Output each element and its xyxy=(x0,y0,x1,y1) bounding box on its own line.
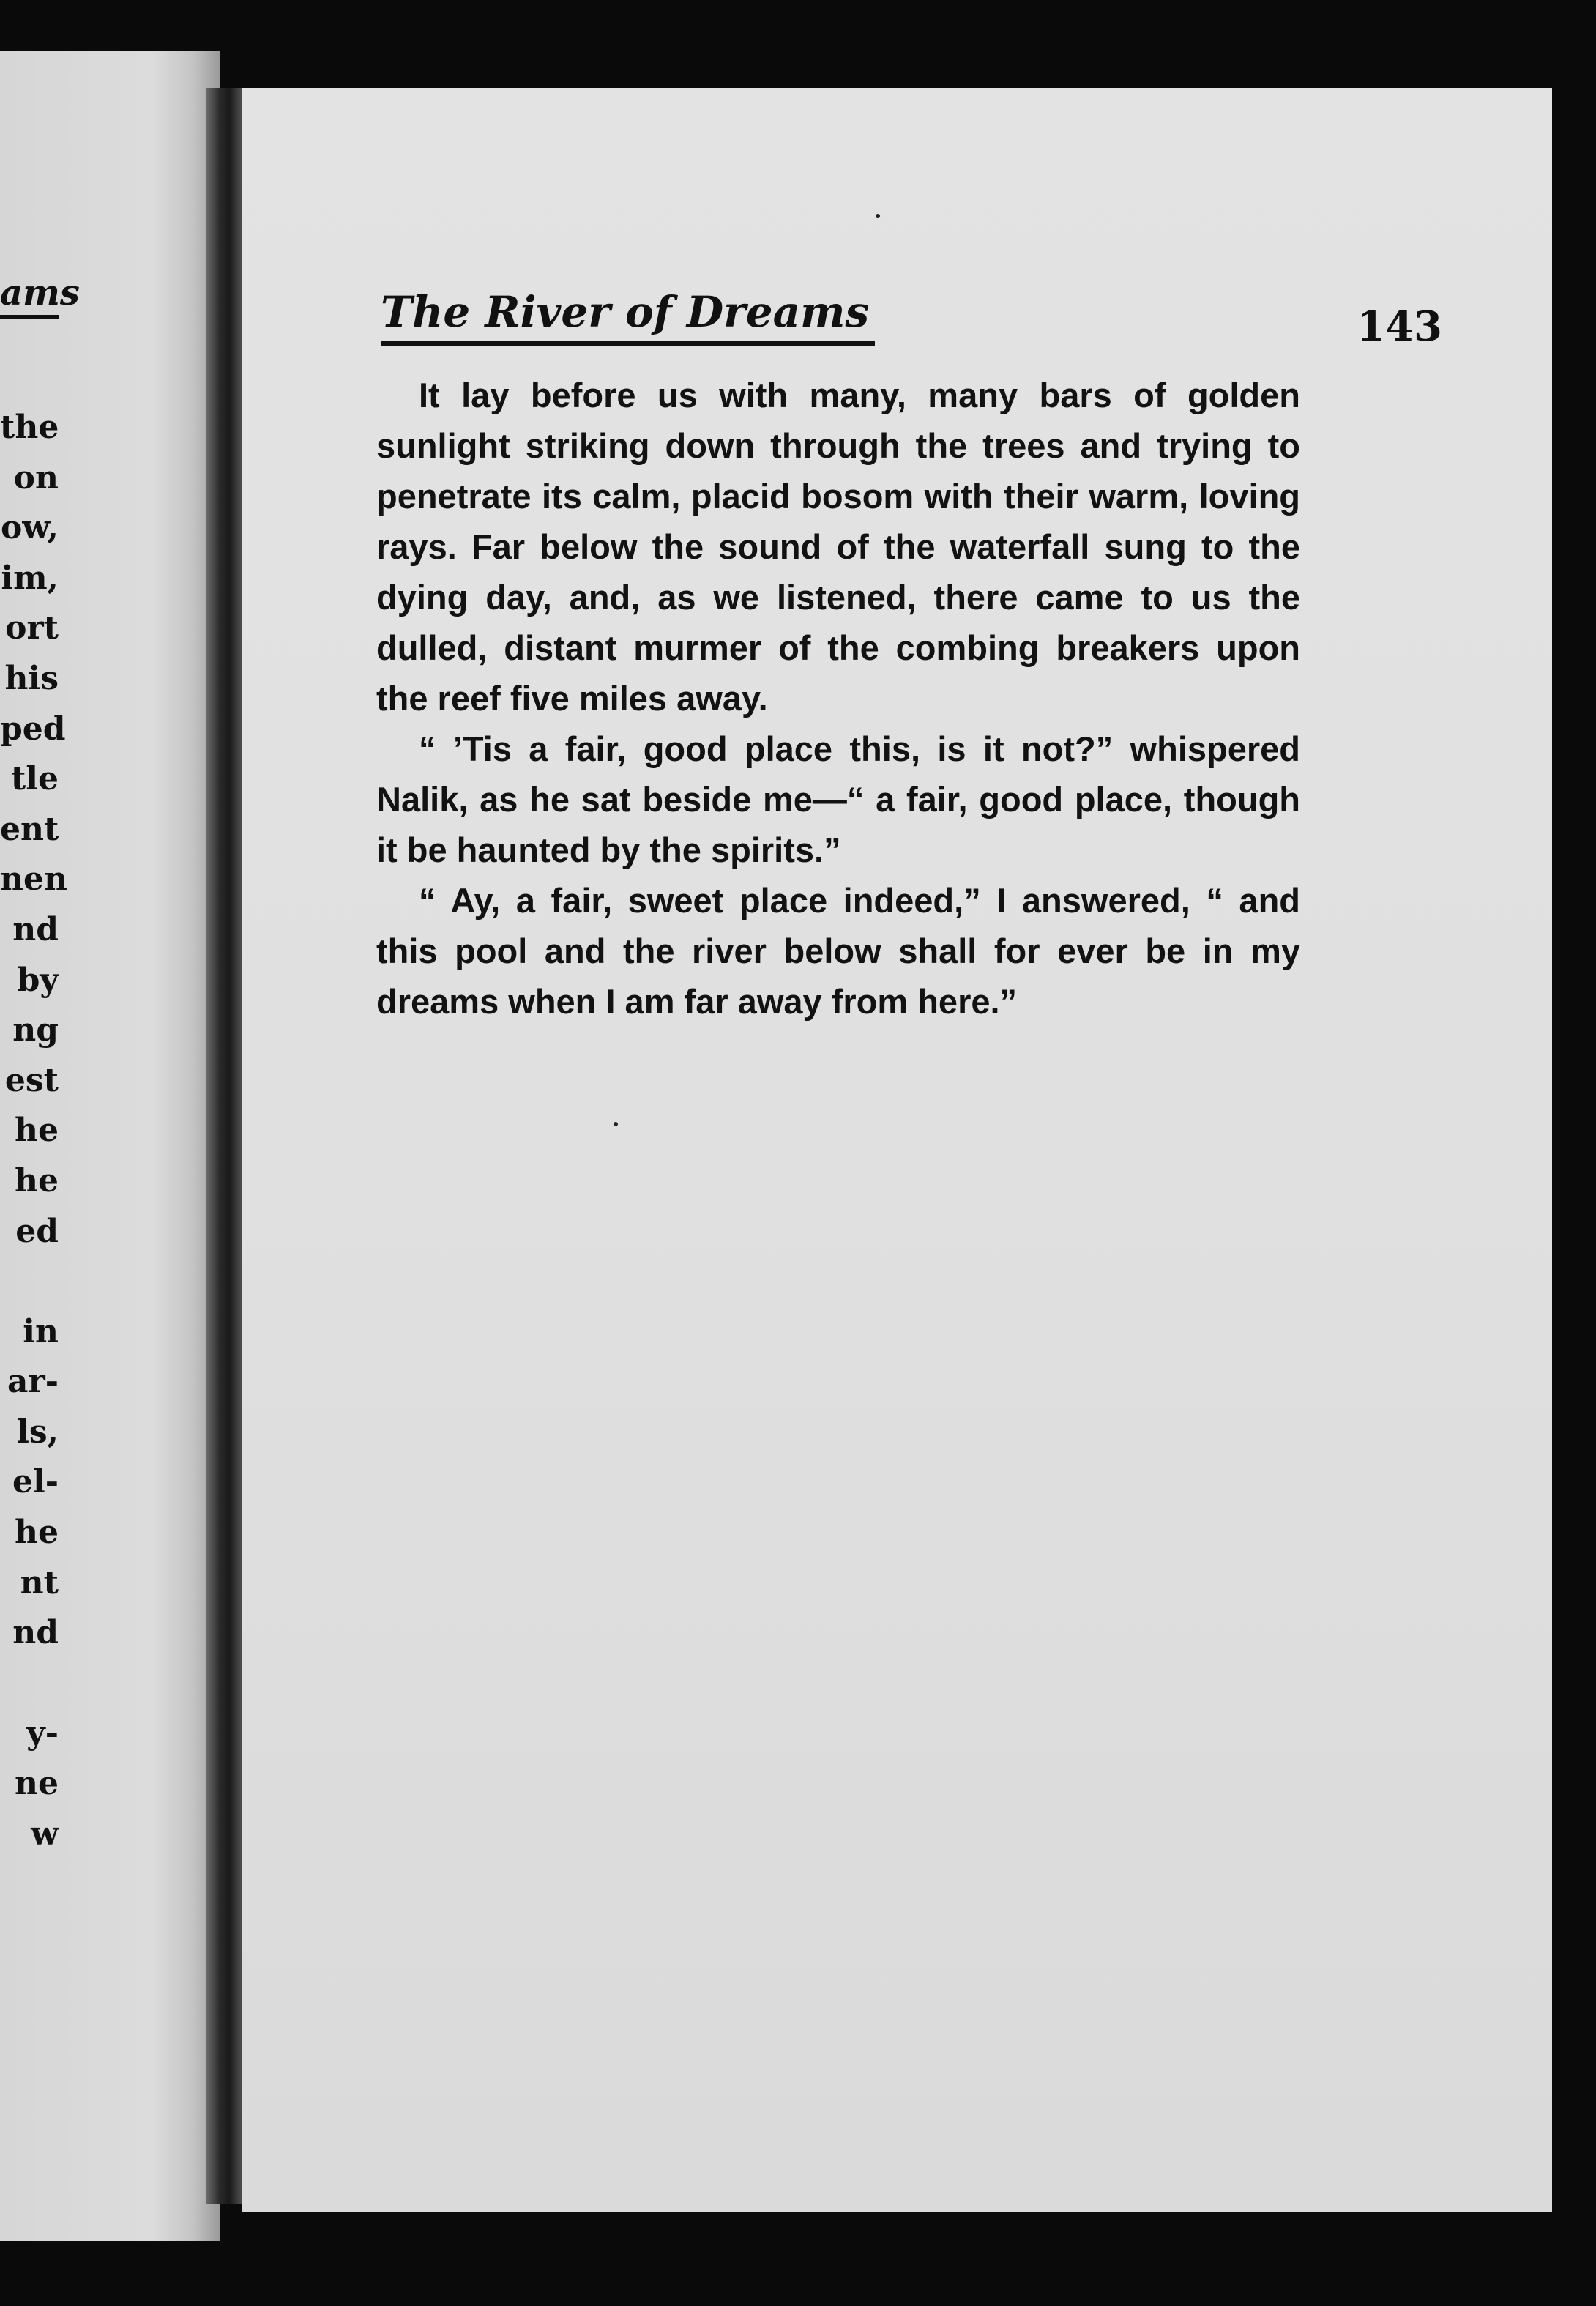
paragraph: “ Ay, a fair, sweet place indeed,” I answered, “ and this pool and the river below shall for ever be in my dreams when I am far away from here.” xyxy=(376,881,1300,1021)
previous-page-fragment: he xyxy=(15,1514,59,1552)
paper-speck xyxy=(614,1122,618,1126)
page-number: 143 xyxy=(1357,302,1442,351)
previous-page-fragment: ent xyxy=(0,810,59,848)
previous-page-fragment: he xyxy=(15,1161,59,1200)
previous-page-fragment: in xyxy=(23,1312,59,1350)
previous-page-fragment: the xyxy=(0,409,59,446)
book-gutter xyxy=(206,88,245,2204)
previous-page-fragment: ow, xyxy=(1,509,59,547)
previous-page-fragment: ort xyxy=(5,609,59,647)
previous-page-fragment: ls, xyxy=(17,1413,59,1451)
previous-page-fragment: est xyxy=(4,1061,59,1099)
previous-page-fragment: he xyxy=(15,1112,59,1150)
paragraph: “ ’Tis a fair, good place this, is it not?” whispered Nalik, as he sat beside me—“ a fair, good place, though it be haunted by the spirits.” xyxy=(376,729,1300,869)
previous-page-fragment: ng xyxy=(12,1011,59,1049)
previous-page-fragment: ne xyxy=(15,1765,59,1803)
previous-page-running-head: ams xyxy=(0,271,59,319)
previous-page-fragment: on xyxy=(13,458,59,496)
page-header xyxy=(381,283,1442,363)
previous-page-fragment: y- xyxy=(26,1714,59,1752)
page-body xyxy=(376,370,1300,1027)
running-title: The River of Dreams xyxy=(381,283,875,346)
previous-page-fragment: his xyxy=(4,659,59,697)
previous-page-fragment xyxy=(0,1659,59,1709)
previous-page-fragment: by xyxy=(17,961,59,999)
paper-speck xyxy=(876,214,880,218)
paragraph: It lay before us with many, many bars of golden sunlight striking down through the trees and trying to penetrate its calm, placid bosom with their warm, loving rays. Far below the sound of the waterfall sung to the dying day, and, as we listened, there came to us the dulled, distant murmer of the combing breakers upon the reef five miles away. xyxy=(376,376,1300,718)
previous-page-fragment: nt xyxy=(20,1563,59,1602)
previous-page-edge xyxy=(0,51,220,2241)
previous-page-fragment: nd xyxy=(12,1614,59,1652)
previous-page-text-fragments xyxy=(0,403,67,1859)
previous-page-fragment: nen xyxy=(0,860,67,899)
previous-page-fragment: ped xyxy=(0,710,66,748)
previous-page-fragment: im, xyxy=(1,559,59,597)
previous-page-fragment: nd xyxy=(12,910,59,948)
previous-page-fragment: ed xyxy=(15,1212,59,1250)
book-page xyxy=(242,88,1552,2212)
previous-page-fragment: el- xyxy=(12,1463,59,1501)
previous-page-fragment xyxy=(0,1257,59,1307)
previous-page-fragment: tle xyxy=(10,760,59,798)
previous-page-fragment: ar- xyxy=(7,1363,59,1401)
previous-page-fragment: w xyxy=(31,1815,59,1853)
